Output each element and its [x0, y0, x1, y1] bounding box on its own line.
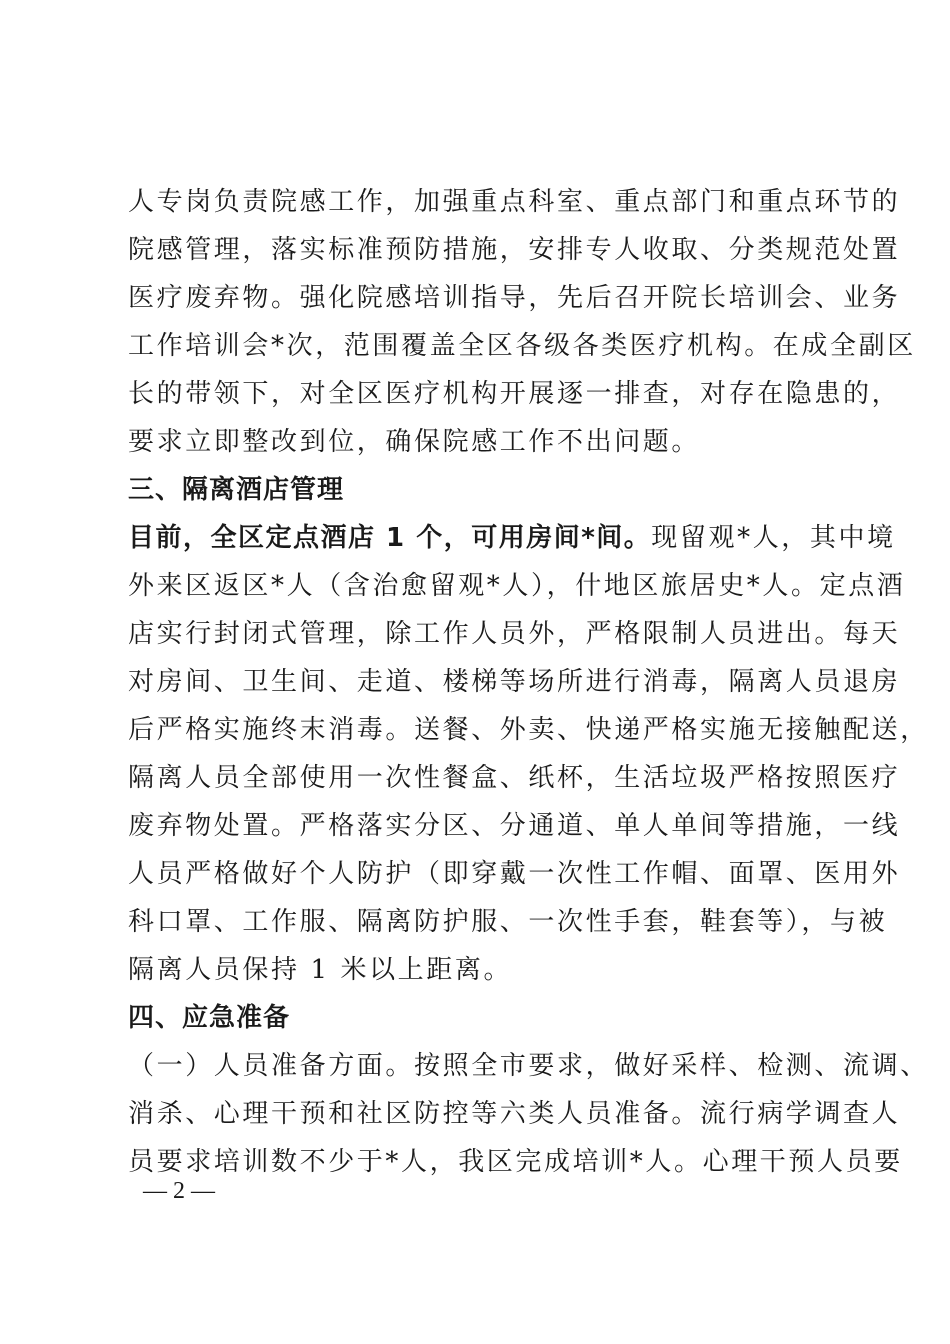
section-heading-isolation-hotel: 三、隔离酒店管理 [128, 475, 345, 505]
section-heading-emergency-preparation: 四、应急准备 [128, 1003, 291, 1033]
paragraph-line: 外来区返区*人（含治愈留观*人），什地区旅居史*人。定点酒 [128, 571, 906, 601]
paragraph-line: 废弃物处置。严格落实分区、分通道、单人单间等措施，一线 [128, 811, 901, 841]
paragraph-line: 要求立即整改到位，确保院感工作不出问题。 [128, 427, 701, 457]
paragraph-line: 人专岗负责院感工作，加强重点科室、重点部门和重点环节的 [128, 187, 901, 217]
paragraph-line: 消杀、心理干预和社区防控等六类人员准备。流行病学调查人 [128, 1099, 901, 1129]
page-number: — 2 — [143, 1178, 215, 1204]
paragraph-line: 对房间、卫生间、走道、楼梯等场所进行消毒，隔离人员退房 [128, 667, 901, 697]
paragraph-line: 科口罩、工作服、隔离防护服、一次性手套，鞋套等），与被 [128, 907, 888, 937]
paragraph-line: 人员严格做好个人防护（即穿戴一次性工作帽、面罩、医用外 [128, 859, 901, 889]
paragraph-text: 现留观*人，其中境 [651, 523, 896, 553]
paragraph-line: 医疗废弃物。强化院感培训指导，先后召开院长培训会、业务 [128, 283, 901, 313]
paragraph-line: 长的带领下，对全区医疗机构开展逐一排查，对存在隐患的， [128, 379, 901, 409]
paragraph-line: 员要求培训数不少于*人，我区完成培训*人。心理干预人员要 [128, 1147, 903, 1177]
paragraph-line: （一）人员准备方面。按照全市要求，做好采样、检测、流调、 [128, 1051, 929, 1081]
paragraph-line: 后严格实施终末消毒。送餐、外卖、快递严格实施无接触配送， [128, 715, 929, 745]
paragraph-line: 店实行封闭式管理，除工作人员外，严格限制人员进出。每天 [128, 619, 901, 649]
paragraph-line [128, 523, 896, 553]
paragraph-line: 院感管理，落实标准预防措施，安排专人收取、分类规范处置 [128, 235, 901, 265]
paragraph-line: 隔离人员全部使用一次性餐盒、纸杯，生活垃圾严格按照医疗 [128, 763, 901, 793]
paragraph-line: 工作培训会*次，范围覆盖全区各级各类医疗机构。在成全副区 [128, 331, 916, 361]
bold-lead-sentence: 目前，全区定点酒店 1 个，可用房间*间。 [128, 523, 652, 553]
paragraph-line: 隔离人员保持 1 米以上距离。 [128, 955, 513, 985]
